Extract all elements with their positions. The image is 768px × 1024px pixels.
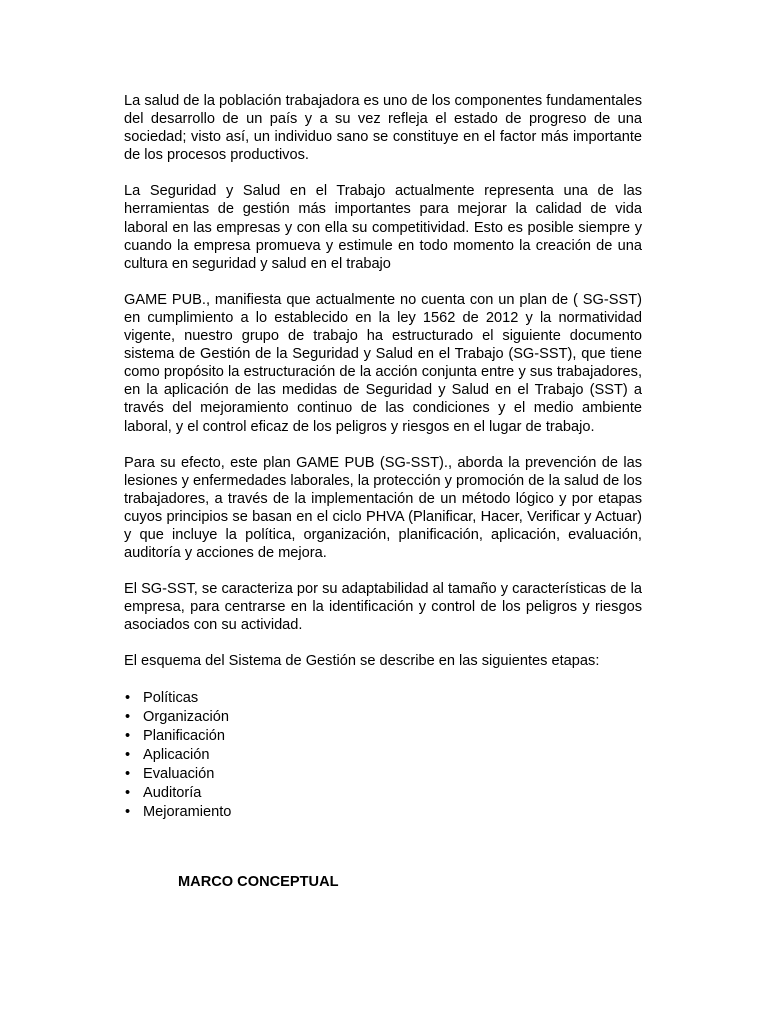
list-item (124, 689, 642, 708)
bullet-icon: • (125, 689, 131, 706)
list-item-label: Mejoramiento (143, 803, 232, 820)
list-item (124, 803, 642, 822)
paragraph-stages-intro: El esquema del Sistema de Gestión se describe en las siguientes etapas: (124, 653, 600, 670)
bullet-icon: • (125, 746, 131, 763)
list-item (124, 784, 642, 803)
stages-list (124, 689, 642, 822)
list-item-label: Aplicación (143, 746, 210, 763)
paragraph-game-pub: GAME PUB., manifiesta que actualmente no cuenta con un plan de ( SG-SST) en cumplimiento a lo establecido en la ley 1562 de 2012 y la normatividad vigente, nuestro grupo de trabajo ha estructurado el siguiente documento sistema de Gestión de la Seguridad y Salud en el Trabajo (SG-SST), que tiene como propósito la estructuración de la acción conjunta entre y sus trabajadores, en la aplicación de las medidas de Seguridad y Salud en el Trabajo (SST) a través del mejoramiento continuo de las condiciones y el medio ambiente laboral, y el control eficaz de los peligros y riesgos en el lugar de trabajo. (124, 291, 642, 435)
list-item-label: Políticas (143, 689, 199, 706)
paragraph-intro: La salud de la población trabajadora es uno de los componentes fundamentales del desarrollo de un país y a su vez refleja el estado de progreso de una sociedad; visto así, un individuo sano se constituye en el factor más importante de los procesos productivos. (124, 93, 642, 164)
document-body (124, 92, 642, 822)
list-item-label: Auditoría (143, 784, 202, 801)
bullet-icon: • (125, 727, 131, 744)
bullet-icon: • (125, 708, 131, 725)
section-heading: MARCO CONCEPTUAL (178, 874, 339, 890)
list-item (124, 746, 642, 765)
list-item-label: Organización (143, 708, 229, 725)
paragraph-adaptability: El SG-SST, se caracteriza por su adaptabilidad al tamaño y características de la empresa, para centrarse en la identificación y control de los peligros y riesgos asociados con su actividad. (124, 581, 642, 634)
bullet-icon: • (125, 784, 131, 801)
paragraph-phva: Para su efecto, este plan GAME PUB (SG-SST)., aborda la prevención de las lesiones y enfermedades laborales, la protección y promoción de la salud de los trabajadores, a través de la implementación de un método lógico y por etapas cuyos principios se basan en el ciclo PHVA (Planificar, Hacer, Verificar y Actuar) y que incluye la política, organización, planificación, aplicación, evaluación, auditoría y acciones de mejora. (124, 454, 642, 562)
list-item-label: Planificación (143, 727, 225, 744)
list-item (124, 765, 642, 784)
bullet-icon: • (125, 803, 131, 820)
paragraph-sst: La Seguridad y Salud en el Trabajo actualmente representa una de las herramientas de gestión más importantes para mejorar la calidad de vida laboral en las empresas y con ella su competitividad. Esto es posible siempre y cuando la empresa promueva y estimule en todo momento la creación de una cultura en seguridad y salud en el trabajo (124, 183, 642, 272)
list-item (124, 708, 642, 727)
list-item (124, 727, 642, 746)
list-item-label: Evaluación (143, 765, 215, 782)
bullet-icon: • (125, 765, 131, 782)
